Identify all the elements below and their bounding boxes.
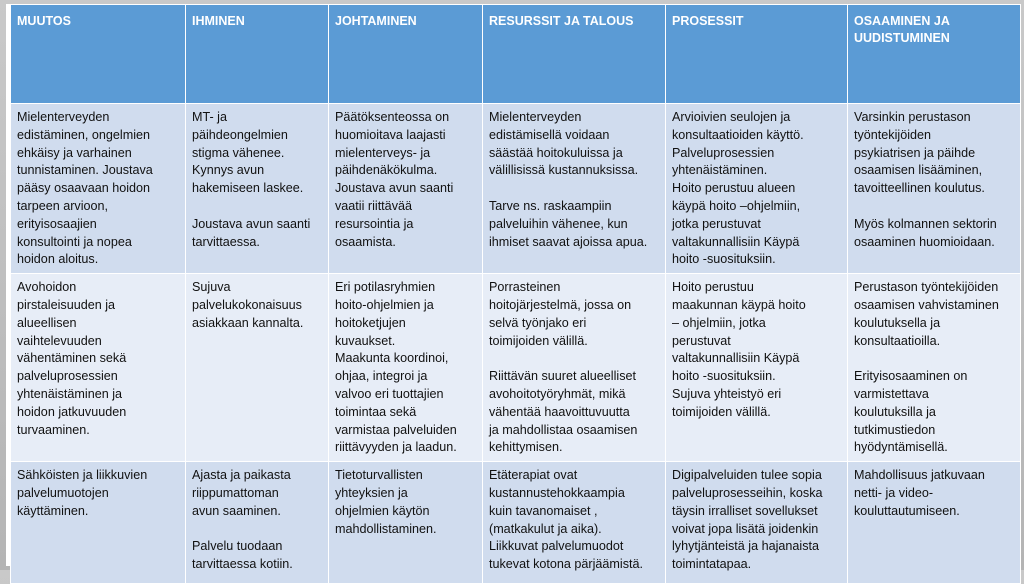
header-johtaminen: JOHTAMINEN	[329, 5, 483, 104]
table-cell: Sähköisten ja liikkuvien palvelumuotojen käyttäminen.	[11, 462, 186, 584]
table-cell: Digipalveluiden tulee sopia palveluprosesseihin, koska täysin irralliset sovellukset voivat jopa lisätä joidenkin lyhytjänteistä ja hajanaista toimintatapaa.	[666, 462, 848, 584]
table-cell: Porrasteinen hoitojärjestelmä, jossa on selvä työnjako eri toimijoiden välillä. Riittävän suuret alueelliset avohoitotyöryhmät, mikä vähentää haavoittuvuutta ja mahdollistaa osaamisen kehittymisen.	[483, 274, 666, 462]
header-ihminen: IHMINEN	[186, 5, 329, 104]
table-cell: Arvioivien seulojen ja konsultaatioiden käyttö. Palveluprosessien yhtenäistäminen. Hoito perustuu alueen käypä hoito –ohjelmiin, jotka perustuvat valtakunnallisiin Käypä hoito -suosituksiin.	[666, 104, 848, 274]
table-cell: Ajasta ja paikasta riippumattoman avun saaminen. Palvelu tuodaan tarvittaessa kotiin.	[186, 462, 329, 584]
header-resurssit-ja-talous: RESURSSIT JA TALOUS	[483, 5, 666, 104]
table-cell: MT- ja päihdeongelmien stigma vähenee. Kynnys avun hakemiseen laskee. Joustava avun saanti tarvittaessa.	[186, 104, 329, 274]
table-cell: Sujuva palvelukokonaisuus asiakkaan kannalta.	[186, 274, 329, 462]
table-cell: Hoito perustuu maakunnan käypä hoito – ohjelmiin, jotka perustuvat valtakunnallisiin Käypä hoito -suosituksiin. Sujuva yhteistyö eri toimijoiden välillä.	[666, 274, 848, 462]
slide	[6, 4, 1020, 572]
table-row	[11, 104, 1021, 274]
header-osaaminen-ja-uudistuminen: OSAAMINEN JA UUDISTUMINEN	[848, 5, 1021, 104]
header-prosessit: PROSESSIT	[666, 5, 848, 104]
table-cell: Eri potilasryhmien hoito-ohjelmien ja hoitoketjujen kuvaukset. Maakunta koordinoi, ohjaa, integroi ja valvoo eri tuottajien toimintaa sekä varmistaa palveluiden riittävyyden ja laadun.	[329, 274, 483, 462]
table-cell: Varsinkin perustason työntekijöiden psykiatrisen ja päihde osaamisen lisääminen, tavoitteellinen koulutus. Myös kolmannen sektorin osaaminen huomioidaan.	[848, 104, 1021, 274]
table-cell: Mielenterveyden edistäminen, ongelmien ehkäisy ja varhainen tunnistaminen. Joustava pääsy osaavaan hoidon tarpeen arvioon, erityisosaajien konsultointi ja nopea hoidon aloitus.	[11, 104, 186, 274]
table-row	[11, 274, 1021, 462]
table-cell: Tietoturvallisten yhteyksien ja ohjelmien käytön mahdollistaminen.	[329, 462, 483, 584]
table-cell: Avohoidon pirstaleisuuden ja alueellisen vaihtelevuuden vähentäminen sekä palveluprosessien yhtenäistäminen ja hoidon jatkuvuuden turvaaminen.	[11, 274, 186, 462]
table-cell: Perustason työntekijöiden osaamisen vahvistaminen koulutuksella ja konsultaatioilla. Erityisosaaminen on varmistettava koulutuksilla ja tutkimustiedon hyödyntämisellä.	[848, 274, 1021, 462]
table-cell: Päätöksenteossa on huomioitava laajasti mielenterveys- ja päihdenäkökulma. Joustava avun saanti vaatii riittävää resursointia ja osaamista.	[329, 104, 483, 274]
header-muutos: MUUTOS	[11, 5, 186, 104]
comparison-table	[10, 4, 1021, 584]
table-cell: Mahdollisuus jatkuvaan netti- ja video- kouluttautumiseen.	[848, 462, 1021, 584]
table-cell: Etäterapiat ovat kustannustehokkaampia kuin tavanomaiset , (matkakulut ja aika). Liikkuvat palvelumuodot tukevat kotona pärjäämistä.	[483, 462, 666, 584]
table-row	[11, 462, 1021, 584]
header-row	[11, 5, 1021, 104]
table-cell: Mielenterveyden edistämisellä voidaan säästää hoitokuluissa ja välillisissä kustannuksissa. Tarve ns. raskaampiin palveluihin vähenee, kun ihmiset saavat ajoissa apua.	[483, 104, 666, 274]
